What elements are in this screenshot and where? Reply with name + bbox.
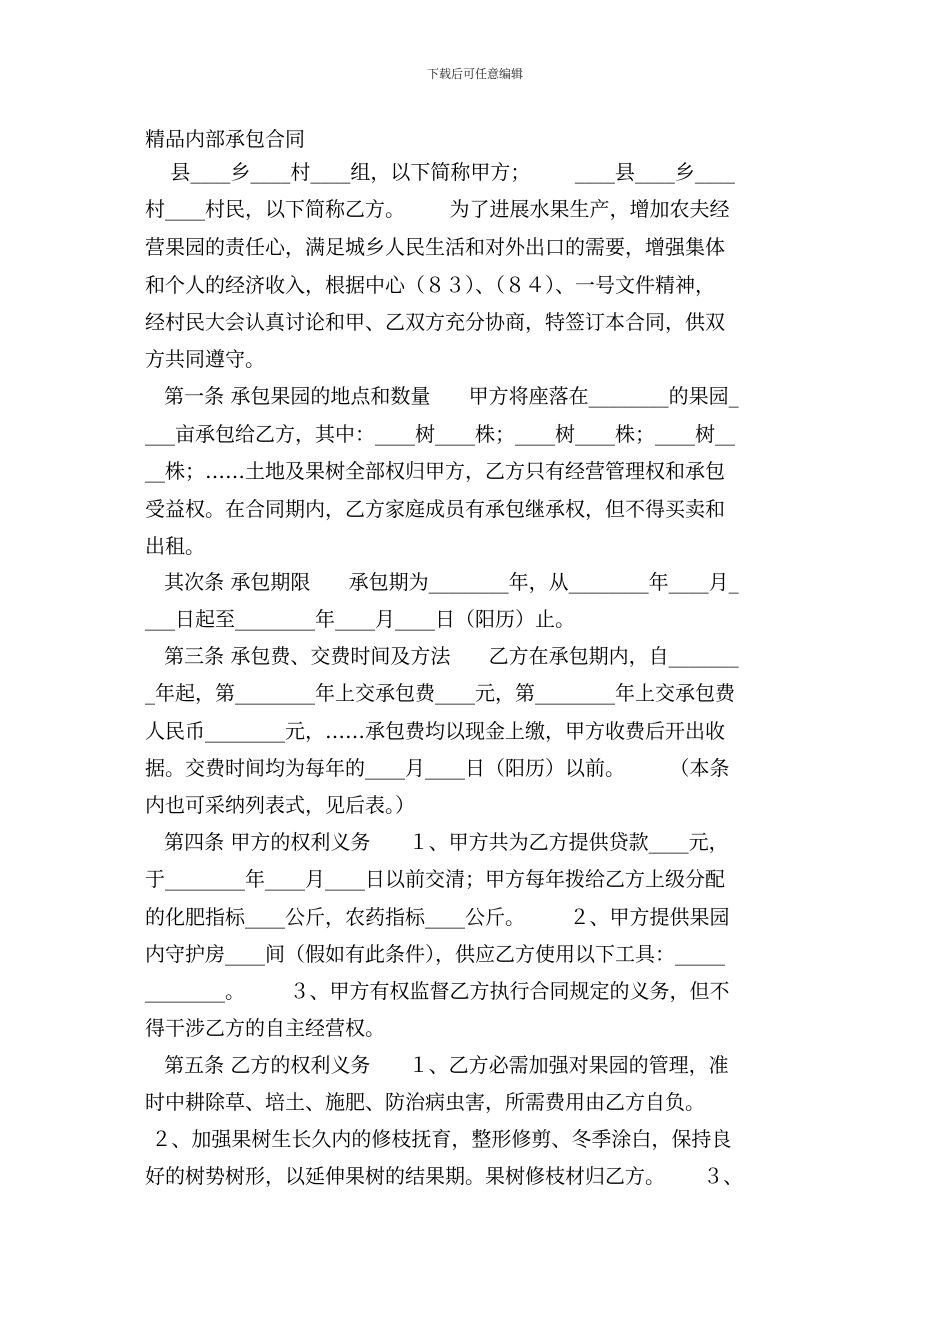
contract-line: 于________年____月____日以前交清；甲方每年拨给乙方上级分配 [145,867,725,891]
contract-line: 方共同遵守。 [145,347,265,371]
contract-line: ２、加强果树生长久内的修枝抚育，整形修剪、冬季涂白，保持良 [145,1127,732,1151]
contract-line: 其次条 承包期限 承包期为________年，从________年____月_ [145,570,739,594]
contract-line: 第三条 承包费、交费时间及方法 乙方在承包期内，自_______ [145,644,739,668]
contract-line: 好的树势树形，以延伸果树的结果期。果树修枝材归乙方。 ３、 [145,1164,744,1188]
contract-line: ___日起至________年____月____日（阳历）止。 [145,607,575,631]
contract-line: 村____村民，以下简称乙方。 为了进展水果生产，增加农夫经 [145,197,730,221]
contract-line: ___亩承包给乙方，其中：____树____株；____树____株；____树__ [145,422,735,446]
contract-line: 第四条 甲方的权利义务 １、甲方共为乙方提供贷款____元， [145,830,729,854]
contract-line: 第五条 乙方的权利义务 １、乙方必需加强对果园的管理，准 [145,1053,729,1077]
contract-line: 县____乡____村____组，以下简称甲方； ____县____乡____ [145,160,735,184]
contract-line: 受益权。在合同期内，乙方家庭成员有承包继承权，但不得买卖和 [145,497,725,521]
contract-line: 的化肥指标____公斤，农药指标____公斤。 ２、甲方提供果园 [145,905,730,929]
contract-line: 内守护房____间（假如有此条件），供应乙方使用以下工具：_____ [145,942,725,966]
contract-line: 时中耕除草、培土、施肥、防治病虫害，所需费用由乙方自负。 [145,1090,705,1114]
contract-line: 人民币________元，……承包费均以现金上缴，甲方收费后开出收 [145,719,725,743]
contract-title: 精品内部承包合同 [145,127,305,151]
contract-line: 据。交费时间均为每年的____月____日（阳历）以前。 （本条 [145,756,730,780]
contract-line: 内也可采纳列表式，见后表。） [145,793,415,817]
contract-line: __株；……土地及果树全部权归甲方，乙方只有经营管理权和承包 [145,459,725,483]
contract-line: 营果园的责任心，满足城乡人民生活和对外出口的需要，增强集体 [145,235,725,259]
contract-line: ________。 ３、甲方有权监督乙方执行合同规定的义务，但不 [145,979,730,1003]
contract-line: 第一条 承包果园的地点和数量 甲方将座落在________的果园_ [145,384,739,408]
contract-line: 出租。 [145,534,205,558]
contract-line: 经村民大会认真讨论和甲、乙双方充分协商，特签订本合同，供双 [145,310,725,334]
contract-line: 和个人的经济收入，根据中心（８３）、（８４）、一号文件精神， [145,273,715,297]
header-note: 下载后可任意编辑 [426,67,523,81]
contract-line: _年起，第________年上交承包费____元，第________年上交承包费 [145,681,735,705]
contract-line: 得干涉乙方的自主经营权。 [145,1016,385,1040]
